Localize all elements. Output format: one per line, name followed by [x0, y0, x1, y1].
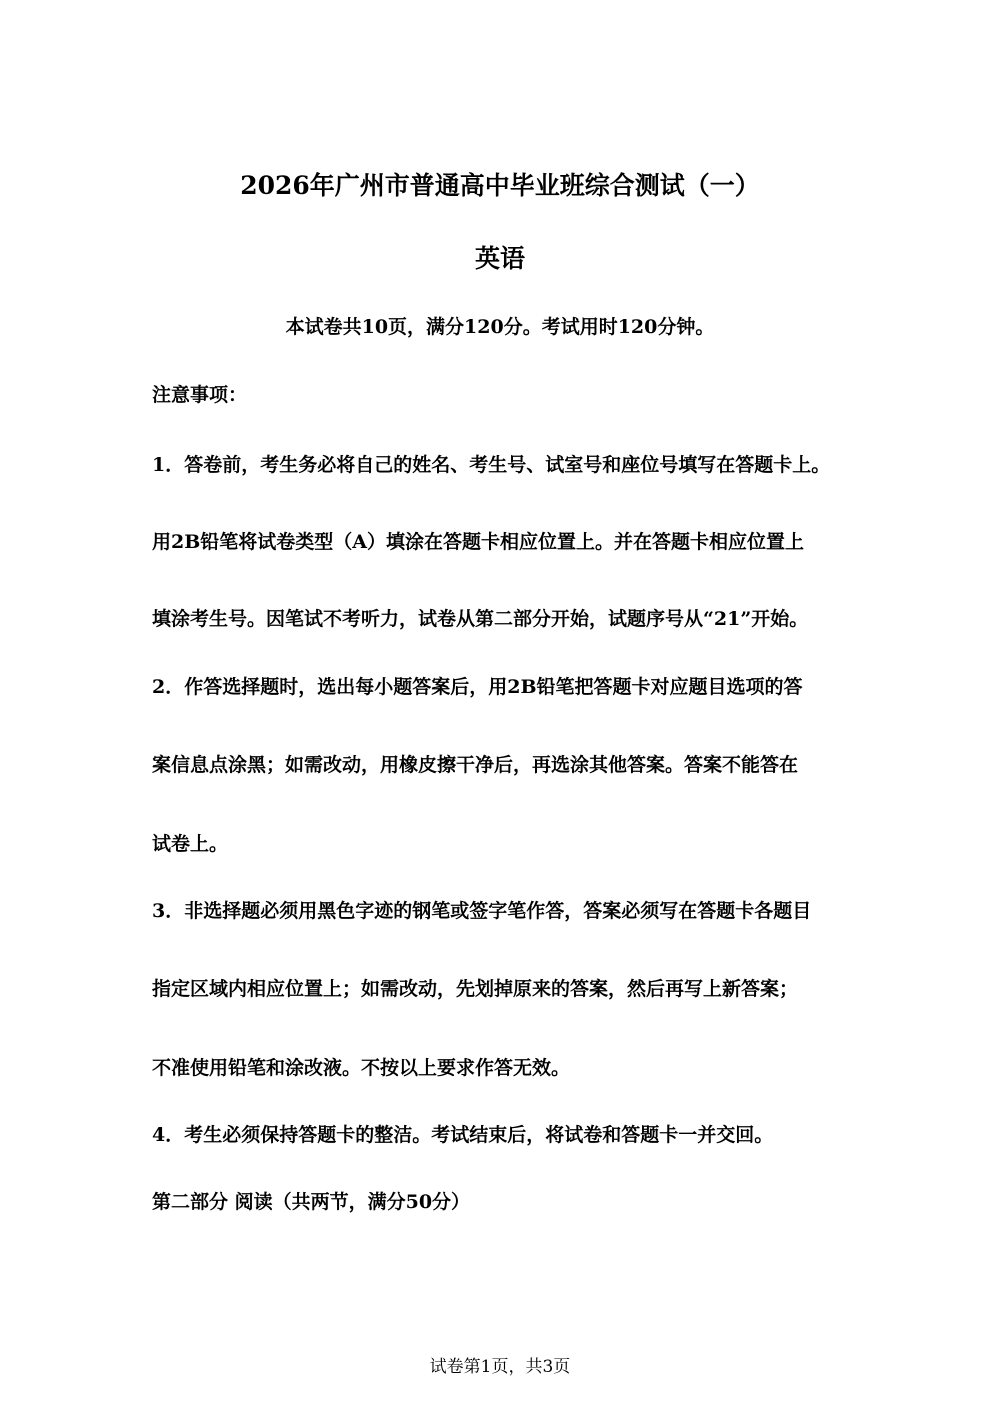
notice-line: 指定区域内相应位置上；如需改动，先划掉原来的答案，然后再写上新答案； — [152, 978, 799, 1000]
notice-heading: 注意事项： — [152, 384, 248, 406]
notice-line: 1．答卷前，考生务必将自己的姓名、考生号、试室号和座位号填写在答题卡上。 — [152, 454, 831, 476]
notice-line: 案信息点涂黑；如需改动，用橡皮擦干净后，再选涂其他答案。答案不能答在 — [152, 754, 799, 776]
subject-title: 英语 — [474, 244, 525, 273]
exam-info: 本试卷共10页，满分120分。考试用时120分钟。 — [285, 316, 715, 338]
page-footer: 试卷第1页，共3页 — [429, 1357, 571, 1377]
notice-line: 填涂考生号。因笔试不考听力，试卷从第二部分开始，试题序号从“21”开始。 — [152, 608, 809, 630]
notice-line: 3．非选择题必须用黑色字迹的钢笔或签字笔作答，答案必须写在答题卡各题目 — [152, 900, 812, 922]
notice-line: 用2B铅笔将试卷类型（A）填涂在答题卡相应位置上。并在答题卡相应位置上 — [152, 531, 805, 553]
notice-line: 4．考生必须保持答题卡的整洁。考试结束后，将试卷和答题卡一并交回。 — [152, 1124, 774, 1146]
section-heading: 第二部分 阅读（共两节，满分50分） — [152, 1191, 471, 1213]
exam-title: 2026年广州市普通高中毕业班综合测试（一） — [240, 171, 760, 200]
notice-line: 不准使用铅笔和涂改液。不按以上要求作答无效。 — [152, 1057, 571, 1079]
notice-line: 2．作答选择题时，选出每小题答案后，用2B铅笔把答题卡对应题目选项的答 — [152, 676, 803, 698]
notice-line: 试卷上。 — [152, 833, 229, 855]
